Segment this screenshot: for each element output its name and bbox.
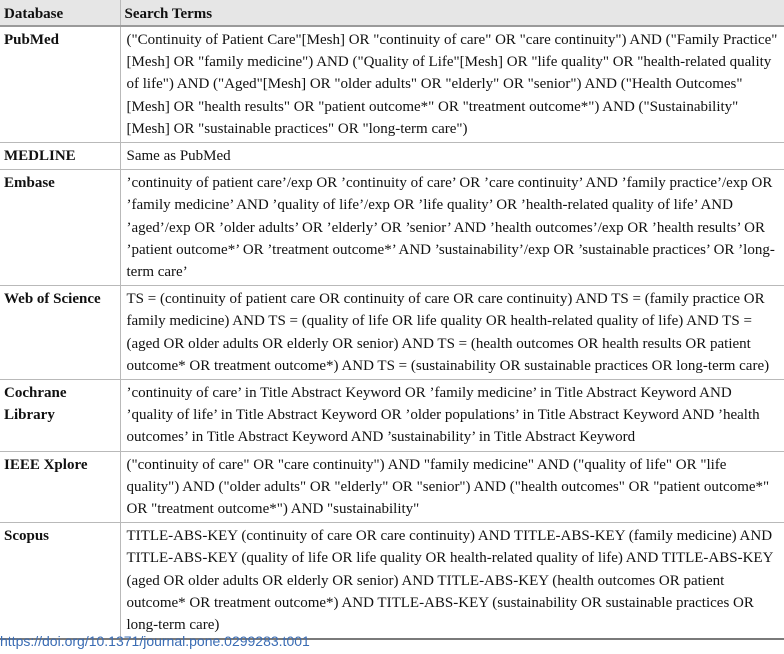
column-header-database: Database <box>0 0 120 26</box>
table-row <box>0 143 784 170</box>
database-cell-scopus: Scopus <box>0 523 120 640</box>
database-cell-medline: MEDLINE <box>0 143 120 170</box>
database-cell-embase: Embase <box>0 170 120 286</box>
table-row <box>0 380 784 452</box>
search-terms-cell-medline: Same as PubMed <box>120 143 784 170</box>
table-row <box>0 170 784 286</box>
database-cell-web-of-science: Web of Science <box>0 286 120 380</box>
search-terms-cell-web-of-science: TS = (continuity of patient care OR continuity of care OR care continuity) AND TS = (family practice OR family medicine) AND TS = (quality of life OR life quality OR health-related quality of life) AND TS = (aged OR older adults OR elderly OR senior) AND TS = (health outcomes OR health results OR patient outcome* OR treatment outcome*) AND TS = (sustainability OR sustainable practices OR long-term care) <box>120 286 784 380</box>
database-cell-cochrane-library: Cochrane Library <box>0 380 120 452</box>
search-terms-cell-pubmed: ("Continuity of Patient Care"[Mesh] OR "continuity of care" OR "care continuity") AND ("Family Practice"[Mesh] OR "family medicine") AND ("Quality of Life"[Mesh] OR "life quality" OR "health-related quality of life") AND ("Aged"[Mesh] OR "older adults" OR "elderly" OR "senior") AND ("Health Outcomes"[Mesh] OR "health results" OR "patient outcome*" OR "treatment outcome*") AND ("Sustainability"[Mesh] OR "sustainable practices" OR "long-term care") <box>120 26 784 143</box>
database-cell-pubmed: PubMed <box>0 26 120 143</box>
table-header <box>0 0 784 26</box>
table-row <box>0 523 784 640</box>
table-body <box>0 26 784 639</box>
search-terms-cell-scopus: TITLE-ABS-KEY (continuity of care OR care continuity) AND TITLE-ABS-KEY (family medicine) AND TITLE-ABS-KEY (quality of life OR life quality OR health-related quality of life) AND TITLE-ABS-KEY (aged OR older adults OR elderly OR senior) AND TITLE-ABS-KEY (health outcomes OR patient outcome* OR treatment outcome*) AND TITLE-ABS-KEY (sustainability OR sustainable practices OR long-term care) <box>120 523 784 640</box>
search-terms-cell-embase: ’continuity of patient care’/exp OR ’continuity of care’ OR ’care continuity’ AND ’family practice’/exp OR ’family medicine’ AND ’quality of life’/exp OR ’life quality’ OR ’health-related quality of life’ AND ’aged’/exp OR ’older adults’ OR ’elderly’ OR ’senior’ AND ’health outcomes’/exp OR ’health results’ OR ’patient outcome*’ OR ’treatment outcome*’ AND ’sustainability’/exp OR ’sustainable practices’ OR ’long-term care’ <box>120 170 784 286</box>
table-row <box>0 26 784 143</box>
search-terms-cell-cochrane-library: ’continuity of care’ in Title Abstract Keyword OR ’family medicine’ in Title Abstract Keyword AND ’quality of life’ in Title Abstract Keyword OR ’older populations’ in Title Abstract Keyword AND ’health outcomes’ in Title Abstract Keyword AND ’sustainability’ in Title Abstract Keyword <box>120 380 784 452</box>
database-cell-ieee-xplore: IEEE Xplore <box>0 451 120 523</box>
column-header-search-terms: Search Terms <box>120 0 784 26</box>
doi-link[interactable]: https://doi.org/10.1371/journal.pone.0299283.t001 <box>0 633 310 649</box>
search-terms-cell-ieee-xplore: ("continuity of care" OR "care continuity") AND "family medicine" AND ("quality of life" OR "life quality") AND ("older adults" OR "elderly" OR "senior") AND ("health outcomes" OR "patient outcome*" OR "treatment outcome*") AND "sustainability" <box>120 451 784 523</box>
table-row <box>0 451 784 523</box>
table-row <box>0 286 784 380</box>
header-row <box>0 0 784 26</box>
